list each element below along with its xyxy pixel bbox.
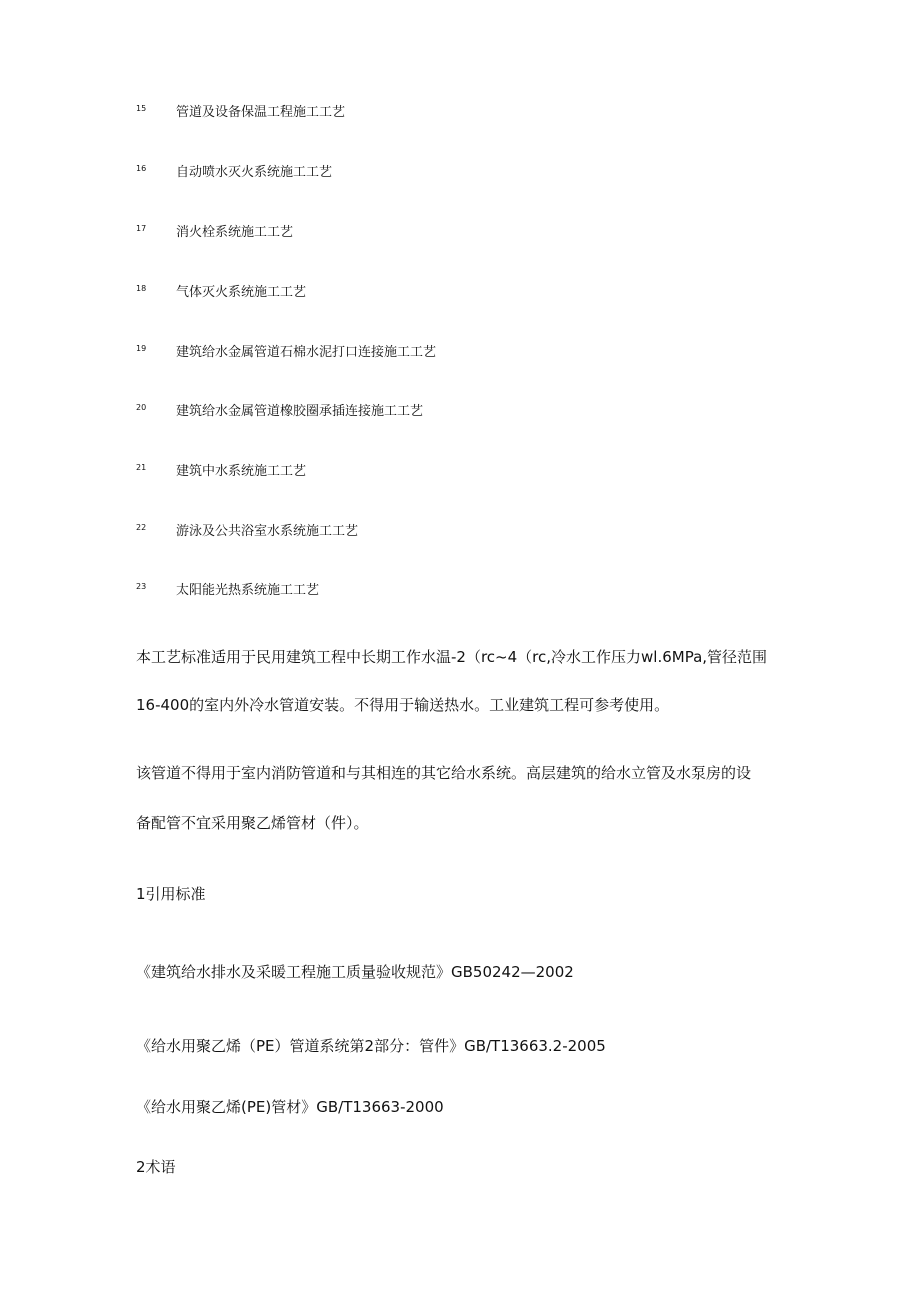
- toc-item: [136, 224, 736, 246]
- toc-item: [136, 164, 736, 186]
- toc-item-number: 19: [136, 344, 147, 353]
- toc-item-number: 23: [136, 582, 147, 591]
- restriction-paragraph-line-2: 备配管不宜采用聚乙烯管材（件）。: [136, 814, 369, 832]
- reference-item: 《给水用聚乙烯(PE)管材》GB/T13663-2000: [136, 1098, 444, 1116]
- toc-item-title: 气体灭火系统施工工艺: [176, 285, 307, 300]
- toc-item: [136, 284, 736, 306]
- toc-item-title: 建筑给水金属管道石棉水泥打口连接施工工艺: [176, 345, 437, 360]
- section-heading-terms: 2术语: [136, 1158, 176, 1176]
- toc-item-title: 管道及设备保温工程施工工艺: [176, 105, 346, 120]
- restriction-paragraph-line-1: 该管道不得用于室内消防管道和与其相连的其它给水系统。高层建筑的给水立管及水泵房的设: [136, 764, 752, 782]
- toc-item-title: 游泳及公共浴室水系统施工工艺: [176, 524, 359, 539]
- section-heading-references: 1引用标准: [136, 885, 206, 903]
- toc-item-number: 15: [136, 104, 147, 113]
- toc-item-number: 17: [136, 224, 147, 233]
- scope-paragraph-line-2: 16-400的室内外冷水管道安装。不得用于输送热水。工业建筑工程可参考使用。: [136, 696, 670, 714]
- toc-item-title: 建筑中水系统施工工艺: [176, 464, 307, 479]
- toc-item-title: 太阳能光热系统施工工艺: [176, 583, 320, 598]
- toc-item: [136, 582, 736, 604]
- toc-item-title: 自动喷水灭火系统施工工艺: [176, 165, 333, 180]
- toc-item-number: 16: [136, 164, 147, 173]
- toc-item: [136, 104, 736, 126]
- reference-item: 《给水用聚乙烯（PE）管道系统第2部分：管件》GB/T13663.2-2005: [136, 1037, 606, 1055]
- reference-item: 《建筑给水排水及采暖工程施工质量验收规范》GB50242—2002: [136, 963, 574, 981]
- toc-item-title: 建筑给水金属管道橡胶圈承插连接施工工艺: [176, 404, 424, 419]
- toc-item-title: 消火栓系统施工工艺: [176, 225, 294, 240]
- toc-item: [136, 463, 736, 485]
- toc-item-number: 22: [136, 523, 147, 532]
- toc-item-number: 20: [136, 403, 147, 412]
- toc-item-number: 18: [136, 284, 147, 293]
- toc-item: [136, 344, 736, 366]
- toc-item-number: 21: [136, 463, 147, 472]
- scope-paragraph-line-1: 本工艺标准适用于民用建筑工程中长期工作水温-2（rc~4（rc,冷水工作压力wl.6MPa,管径范围: [136, 648, 768, 666]
- toc-item: [136, 523, 736, 545]
- toc-item: [136, 403, 736, 425]
